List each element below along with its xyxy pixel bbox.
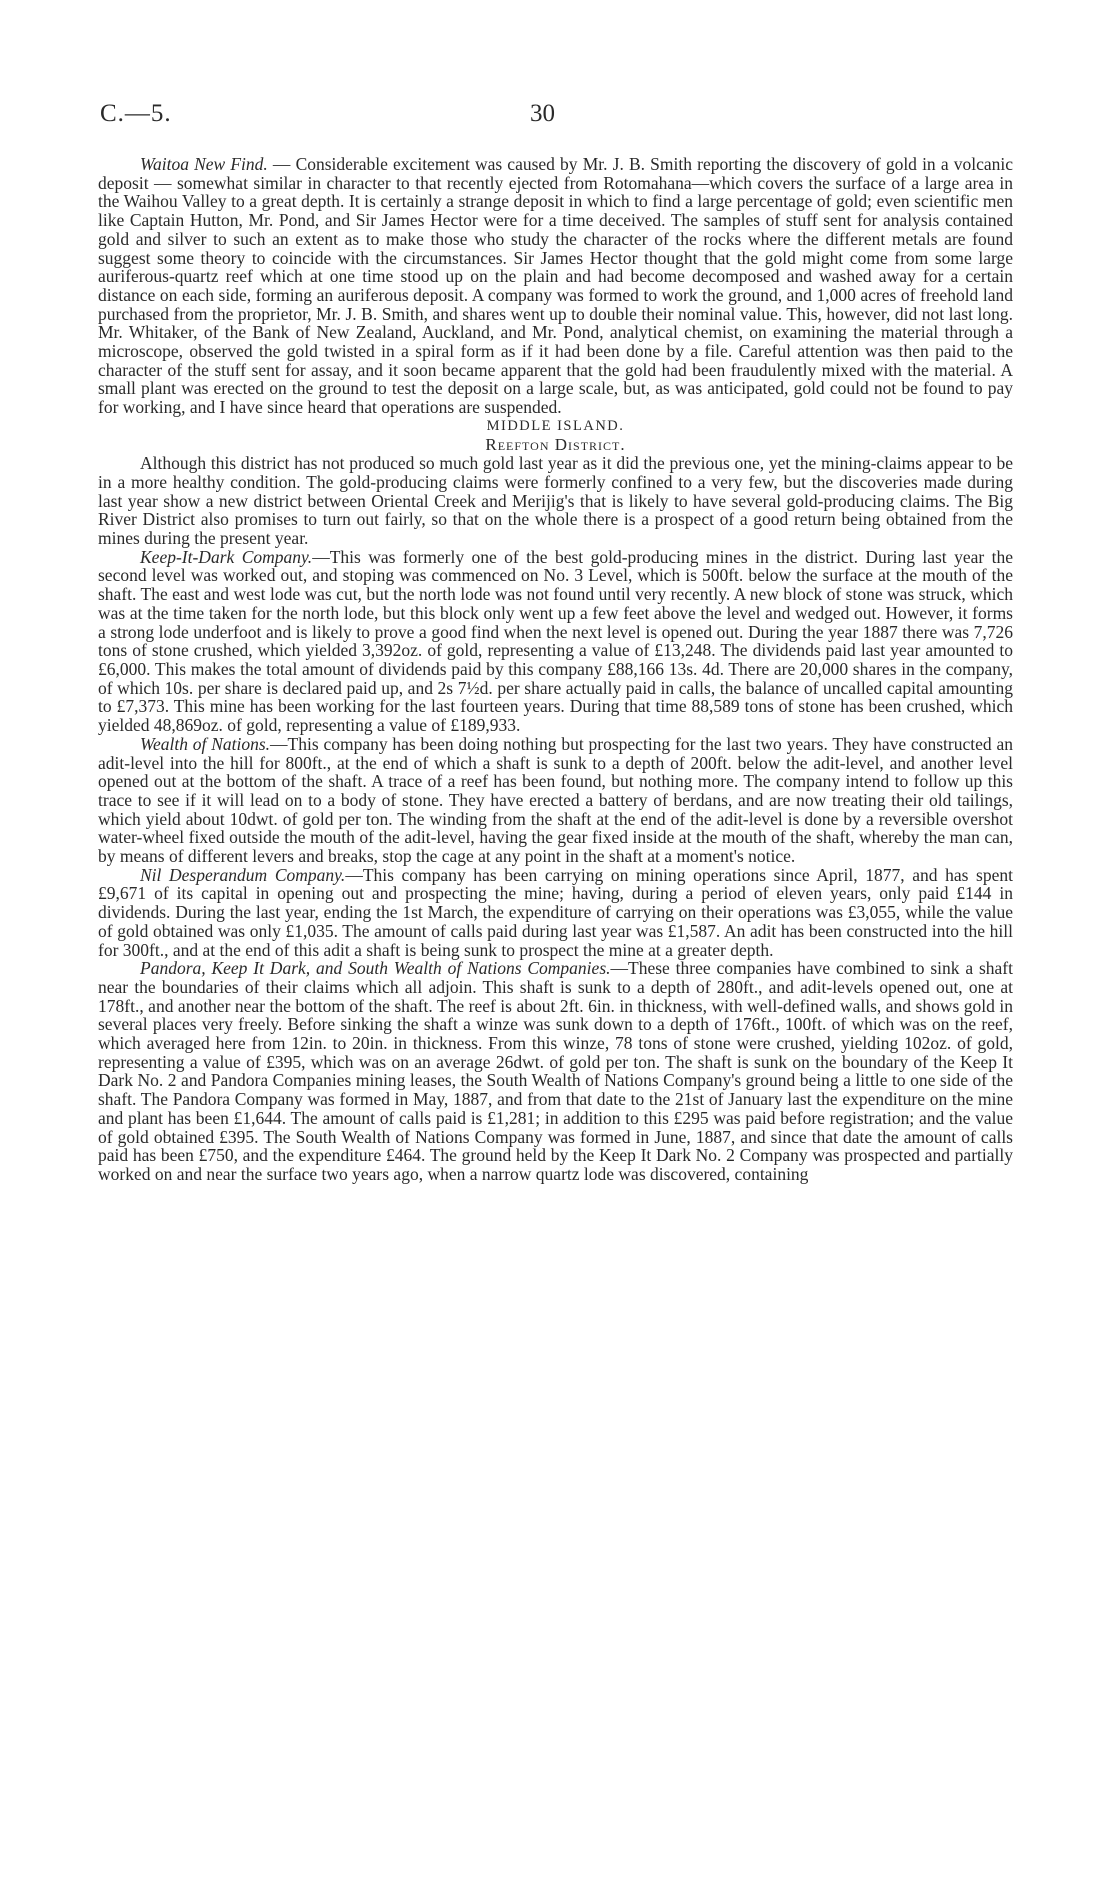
paragraph-title-pandora: Pandora, Keep It Dark, and South Wealth of Nations Companies. [140, 958, 611, 979]
paragraph-title-waitoa: Waitoa New Find. [140, 154, 268, 174]
parliamentary-paper-reference: C.—5. [100, 100, 172, 127]
body-text [98, 155, 1013, 1184]
paragraph-text-pandora: —These three companies have combined to sink a shaft near the boundaries of their claims which all adjoin. This shaft is sunk to a depth of 280ft., and adit-levels opened out, one at 178ft., and another near the bottom of the shaft. The reef is about 2ft. 6in. in thickness, with well-defined walls, and shows gold in several places very freely. Before sinking the shaft a winze was sunk down to a depth of 176ft., 100ft. of which was on the reef, which averaged here from 12in. to 20in. in thickness. From this winze, 78 tons of stone were crushed, yielding 102oz. of gold, representing a value of £395, which was on an average 26dwt. of gold per ton. The shaft is sunk on the boundary of the Keep It Dark No. 2 and Pandora Companies mining leases, the South Wealth of Nations Company's ground being a little to one side of the shaft. The Pandora Company was formed in May, 1887, and from that date to the 21st of January last the expenditure on the mine and plant has been £1,644. The amount of calls paid is £1,281; in addition to this £295 was paid before registration; and the value of gold obtained £395. The South Wealth of Nations Company was formed in June, 1887, and since that date the amount of calls paid has been £750, and the expenditure £464. The ground held by the Keep It Dark No. 2 Company was prospected and partially worked on and near the surface two years ago, when a narrow quartz lode was discovered, containing [98, 958, 1013, 1184]
paragraph-text-waitoa: — Considerable excitement was caused by Mr. J. B. Smith reporting the discovery of gold in a volcanic deposit — somewhat similar in character to that recently ejected from Rotomahana—which covers the surface of a large area in the Waihou Valley to a great depth. It is certainly a strange deposit in which to find a large percentage of gold; even scientific men like Captain Hutton, Mr. Pond, and Sir James Hector were for a time deceived. The samples of stuff sent for analysis contained gold and silver to such an extent as to make those who study the character of the rocks where the different metals are found suggest some theory to coincide with the circumstances. Sir James Hector thought that the gold might come from some large auriferous-quartz reef which at one time stood up on the plain and had become decomposed and washed away for a certain distance on each side, forming an auriferous deposit. A company was formed to work the ground, and 1,000 acres of freehold land purchased from the proprietor, Mr. J. B. Smith, and shares went up to double their nominal value. This, however, did not last long. Mr. Whitaker, of the Bank of New Zealand, Auckland, and Mr. Pond, analytical chemist, on examining the material through a microscope, observed the gold twisted in a spiral form as if it had been done by a file. Careful attention was then paid to the character of the stuff sent for assay, and it soon became apparent that the gold had been fraudulently mixed with the material. A small plant was erected on the ground to test the deposit on a large scale, but, as was anticipated, gold could not be found to pay for working, and I have since heard that operations are suspended. [98, 154, 1014, 418]
section-heading-reefton-district: Reefton District. [485, 434, 626, 454]
paragraph-reefton-intro: Although this district has not produced so much gold last year as it did the previous one, yet the mining-claims appear to be in a more healthy condition. The gold-producing claims were formerly confined to a very few, but the discoveries made during last year show a new district between Oriental Creek and Merijig's that is likely to have several gold-producing claims. The Big River District also promises to turn out fairly, so that on the whole there is a prospect of a good return being obtained from the mines during the present year. [98, 453, 1013, 549]
page-number: 30 [530, 100, 555, 127]
paragraph-pandora [98, 959, 1013, 1183]
paragraph-waitoa [98, 155, 1013, 417]
paragraph-text-keep-it-dark: —This was formerly one of the best gold-producing mines in the district. During last year the second level was worked out, and stoping was commenced on No. 3 Level, which is 500ft. below the surface at the mouth of the shaft. The east and west lode was cut, but the north lode was not found until very recently. A new block of stone was struck, which was at the time taken for the north lode, but this block only went up a few feet above the level and wedged out. However, it forms a strong lode underfoot and is likely to prove a good find when the next level is opened out. During the year 1887 there was 7,726 tons of stone crushed, which yielded 3,392oz. of gold, representing a value of £13,248. The dividends paid last year amounted to £6,000. This makes the total amount of dividends paid by this company £88,166 13s. 4d. There are 20,000 shares in the company, of which 10s. per share is declared paid up, and 2s 7½d. per share actually paid in calls, the balance of uncalled capital amounting to £7,373. This mine has been working for the last fourteen years. During that time 88,589 tons of stone has been crushed, which yielded 48,869oz. of gold, representing a value of £189,933. [98, 546, 1013, 736]
paragraph-wealth-of-nations [98, 735, 1013, 866]
paragraph-title-wealth-of-nations: Wealth of Nations. [140, 733, 271, 754]
paragraph-text-nil-desperandum: —This company has been carrying on mining operations since April, 1877, and has spent £9,671 of its capital in opening out and prospecting the mine; having, during a period of eleven years, only paid £144 in dividends. During the last year, ending the 1st March, the expenditure of carrying on their operations was £3,055, while the value of gold obtained was only £1,035. The amount of calls paid during last year was £1,587. An adit has been constructed into the hill for 300ft., and at the end of this adit a shaft is being sunk to prospect the mine at a greater depth. [98, 864, 1013, 960]
paragraph-nil-desperandum [98, 866, 1013, 960]
paragraph-title-keep-it-dark: Keep-It-Dark Company. [140, 546, 313, 567]
section-heading-middle-island: MIDDLE ISLAND. [486, 417, 625, 434]
paragraph-title-nil-desperandum: Nil Desperandum Company. [140, 864, 346, 885]
paragraph-keep-it-dark [98, 548, 1013, 735]
paragraph-text-wealth-of-nations: —This company has been doing nothing but prospecting for the last two years. They have constructed an adit-level into the hill for 800ft., at the end of which a shaft is sunk to a depth of 200ft. below the adit-level, and another level opened out at the bottom of the shaft. A trace of a reef has been found, but nothing more. The company intend to follow up this trace to see if it will lead on to a body of stone. They have erected a battery of berdans, and are now treating their old tailings, which yield about 10dwt. of gold per ton. The winding from the shaft at the end of the adit-level is done by a reversible overshot water-wheel fixed outside the mouth of the adit-level, having the gear fixed inside at the mouth of the shaft, whereby the man can, by means of different levers and breaks, stop the cage at any point in the shaft at a moment's notice. [98, 733, 1013, 867]
